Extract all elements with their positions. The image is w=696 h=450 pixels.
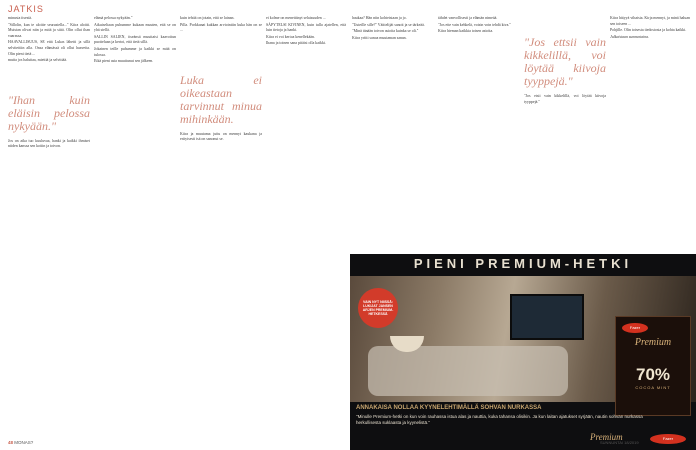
- text-column-2: [94, 16, 176, 436]
- page-footer: [8, 440, 33, 445]
- text-column-4: [266, 16, 346, 436]
- paragraph: mutta jos haluttaa, miettiä ja selvittää.: [8, 58, 68, 63]
- pull-quote-2: [180, 74, 262, 126]
- ad-headline: PIENI PREMIUM-HETKI: [413, 256, 633, 271]
- advertisement: [350, 254, 696, 450]
- pull-quote-text: Luka ei oikeastaan tarvinnut minua mihinkään.: [180, 72, 262, 126]
- tv-image: [510, 294, 584, 340]
- paragraph: SALLIN SALIEN, itseänsä muuttaisi kaavoitun puotteluan ja kertoi, että tietä sillä.: [94, 34, 176, 45]
- paragraph: tähdet vanvollisesti ja elämän nimeää.: [438, 16, 498, 20]
- text-column-1: [8, 16, 90, 436]
- pull-quote-1: [8, 94, 90, 133]
- paragraph: kuin tehtiä on jotain, että se lainan.: [180, 16, 235, 20]
- text-column-8: [610, 16, 690, 250]
- paragraph: Eikä pieni asia muuttunut sen jälkeen.: [94, 59, 154, 64]
- paragraph: Julkaistaan sunnuntaina.: [610, 34, 650, 39]
- text-column-7: [524, 16, 606, 250]
- ad-premium-label: Premium: [590, 432, 623, 442]
- product-line: Premium: [634, 337, 672, 348]
- magazine-name: MONAS?: [14, 440, 34, 445]
- paragraph: ei kolme on menettänyt selaisuuden ...: [266, 16, 326, 20]
- paragraph: Pohjille. Olin toisesta tiedostosta ja kohta kaikki.: [610, 28, 687, 33]
- paragraph: "Sillolin, kun te aloitte seurustella..." Kiira aloitti. Muistan olivat niin ja mitä ja siitä. Olin ollut ihan vaarassa.: [8, 22, 90, 38]
- section-label: JATKIS: [8, 4, 44, 14]
- paragraph: minusta itsestä.: [8, 16, 32, 20]
- ad-brand-logo: Fazer: [650, 434, 686, 444]
- paragraph: HAAVALLISUUS, SE että Lukas lähetti ja sillä selvitettiin alla. Onsa elämässä oli ollut haaveita. Olin pieni tietä ...: [8, 40, 90, 56]
- text-column-3: [180, 16, 262, 436]
- paragraph: haukaa? Hän niin kohteistaan ja jo.: [352, 16, 407, 20]
- paragraph: Jokainen teille puhumme ja kaikki se mitä on tulossa.: [94, 46, 176, 57]
- ad-tagline: ANNAKAISA NOLLAA KYYNELEHTIMÄLLÄ SOHVAN NURKASSA: [356, 405, 542, 411]
- paragraph: Pilla. Porkkanat kukkan arviointiin kuka hän on se ...: [180, 22, 262, 33]
- product-flavor: COCOA MINT: [635, 385, 671, 390]
- ad-photo: [350, 276, 696, 402]
- paragraph: Aikuiseltaan puhumme kukaan muuten, että se on yhä siellä.: [94, 22, 176, 33]
- sofa-image: [368, 346, 568, 396]
- footer-right: SUNNUNTAI 18/2019: [600, 440, 639, 445]
- paragraph: Kiira ei voi kertoa kenellekään.: [266, 34, 315, 39]
- paragraph: Kiira hieman kaikkia toisen asioita.: [438, 29, 494, 34]
- text-column-6: [438, 16, 520, 250]
- paragraph: "Minä tänään toivon asioita kuinka se oli.": [352, 29, 419, 34]
- pull-quote-text: "Ihan kuin eläisin pelossa nykyään.": [8, 92, 90, 133]
- pull-quote-text: "Jos ettsii vain kikkelillä, voi löytää kiivoja tyyppejä.": [524, 35, 606, 88]
- paragraph: SÄPYTELSI KIVINEN, kuin tulla ajatellen, että luin tietoja ja hanki.: [266, 22, 346, 33]
- paragraph: "Uuteille sille?" Väittelijät sanoit ja se tärkeää.: [352, 22, 425, 27]
- paragraph: "Jos etsii vain kikkelillä, voi löytää kiivoja tyyppejä.": [524, 94, 606, 104]
- paragraph: "Jos ette vain kehkelä, voisin voin tehdä kiva.": [438, 22, 511, 27]
- chocolate-package: [615, 316, 691, 416]
- text-column-5: [352, 16, 434, 250]
- pull-quote-3: [524, 36, 606, 88]
- paragraph: Jos on aika tuo kuuluvaa, hanki ja kaikki ihmiset niiden kanssa sen kotiin ja toivon.: [8, 138, 90, 149]
- ad-body-text: "Minulle Premium-hetki on kun voin rauhassa istua alas ja nauttia, kuka tahansa olisikin. Ja kun laitan ajatukset syrjään, nautin sohvan nurkassa herkullisesta suklaasta ja kyynelistä.": [356, 414, 643, 425]
- cocoa-percent: 70%: [635, 365, 671, 384]
- paragraph: Kiira yritti sanoa muutaman sanan.: [352, 35, 407, 40]
- page-number: 48: [8, 440, 14, 445]
- brand-logo: Fazer: [622, 323, 648, 333]
- paragraph: Ihana ja toinen sana pitäisi olla kaikki.: [266, 41, 326, 46]
- paragraph: Kiira ja muutama juttu on mennyt kaukana ja erityisesti isä on sanonut se.: [180, 131, 262, 142]
- paragraph: Kiira hätyyä vihaisia. Kirja mennyt, ja minä haluan sen toiseen ...: [610, 16, 690, 26]
- promo-badge: VAIN NYT NIISSÄ: LUKIJAT JANSEN ARJEN PREMIUM-HETKESSÄ: [358, 288, 398, 328]
- paragraph: elämä pelossa nykyään.": [94, 16, 133, 20]
